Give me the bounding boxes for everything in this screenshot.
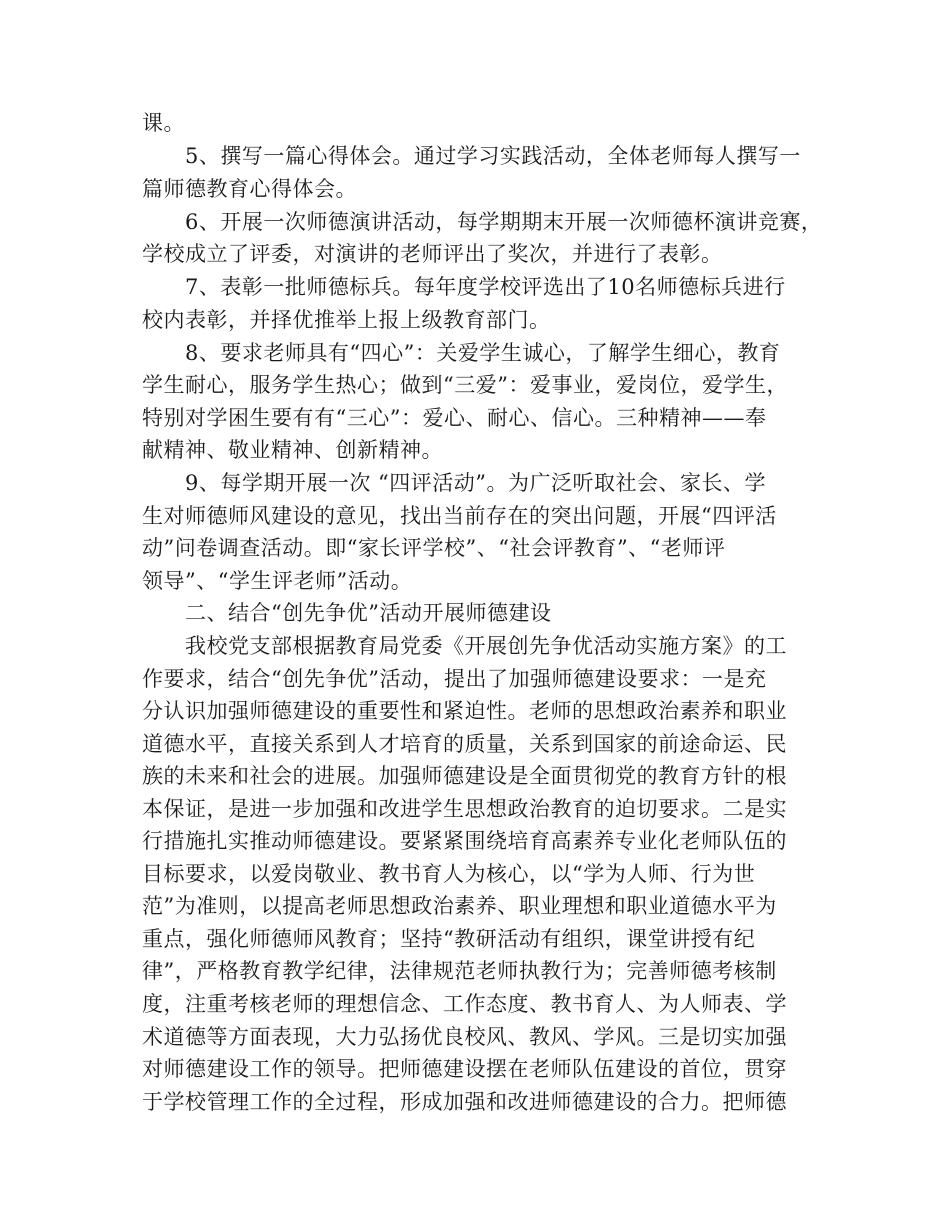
text-line: 9、每学期开展一次 “四评活动”。为广泛听取社会、家长、学 <box>185 471 767 495</box>
text-line: 道德水平，直接关系到人才培育的质量，关系到国家的前途命运、民 <box>142 732 787 756</box>
text-line: 重点，强化师德师风教育；坚持“教研活动有组织，课堂讲授有纪 <box>142 927 756 951</box>
text-line: 领导”、“学生评老师”活动。 <box>142 569 413 593</box>
text-line: 分认识加强师德建设的重要性和紧迫性。老师的思想政治素养和职业 <box>142 699 787 723</box>
text-line: 于学校管理工作的全过程，形成加强和改进师德建设的合力。把师德 <box>142 1090 787 1114</box>
text-line: 6、开展一次师德演讲活动，每学期期末开展一次师德杯演讲竞赛， <box>185 210 823 234</box>
text-line: 动”问卷调查活动。即“家长评学校”、“社会评教育”、“老师评 <box>142 536 726 560</box>
text-line: 目标要求，以爱岗敬业、教书育人为核心，以“学为人师、行为世 <box>142 862 756 886</box>
text-line: 特别对学困生要有有“三心”：爱心、耐心、信心。三种精神——奉 <box>142 406 767 430</box>
text-line: 8、要求老师具有“四心”：关爱学生诚心，了解学生细心，教育 <box>185 341 781 365</box>
text-line: 我校党支部根据教育局党委《开展创先争优活动实施方案》的工 <box>185 634 787 658</box>
text-line: 族的未来和社会的进展。加强师德建设是全面贯彻党的教育方针的根 <box>142 764 787 788</box>
text-line: 7、表彰一批师德标兵。每年度学校评选出了10名师德标兵进行 <box>185 275 786 299</box>
text-line: 5、撰写一篇心得体会。通过学习实践活动，全体老师每人撰写一 <box>185 144 801 168</box>
section-heading: 二、结合“创先争优”活动开展师德建设 <box>185 601 552 625</box>
text-line: 行措施扎实推动师德建设。要紧紧围绕培育高素养专业化老师队伍的 <box>142 829 787 853</box>
text-line: 校内表彰，并择优推举上报上级教育部门。 <box>142 308 551 332</box>
text-line: 篇师德教育心得体会。 <box>142 177 357 201</box>
text-line: 学生耐心，服务学生热心；做到“三爱”：爱事业，爱岗位，爱学生， <box>142 373 788 397</box>
text-line: 课。 <box>142 111 185 135</box>
text-line: 范”为准则，以提高老师思想政治素养、职业理想和职业道德水平为 <box>142 894 777 918</box>
text-line: 对师德建设工作的领导。把师德建设摆在老师队伍建设的首位，贯穿 <box>142 1057 787 1081</box>
text-line: 度，注重考核老师的理想信念、工作态度、教书育人、为人师表、学 <box>142 992 787 1016</box>
text-line: 律”，严格教育教学纪律，法律规范老师执教行为；完善师德考核制 <box>142 959 777 983</box>
text-line: 献精神、敬业精神、创新精神。 <box>142 438 443 462</box>
text-line: 学校成立了评委，对演讲的老师评出了奖次，并进行了表彰。 <box>142 242 723 266</box>
text-line: 本保证，是进一步加强和改进学生思想政治教育的迫切要求。二是实 <box>142 797 787 821</box>
text-line: 术道德等方面表现，大力弘扬优良校风、教风、学风。三是切实加强 <box>142 1025 787 1049</box>
text-line: 作要求，结合“创先争优”活动，提出了加强师德建设要求：一是充 <box>142 667 767 691</box>
text-line: 生对师德师风建设的意见，找出当前存在的突出问题，开展“四评活 <box>142 504 777 528</box>
